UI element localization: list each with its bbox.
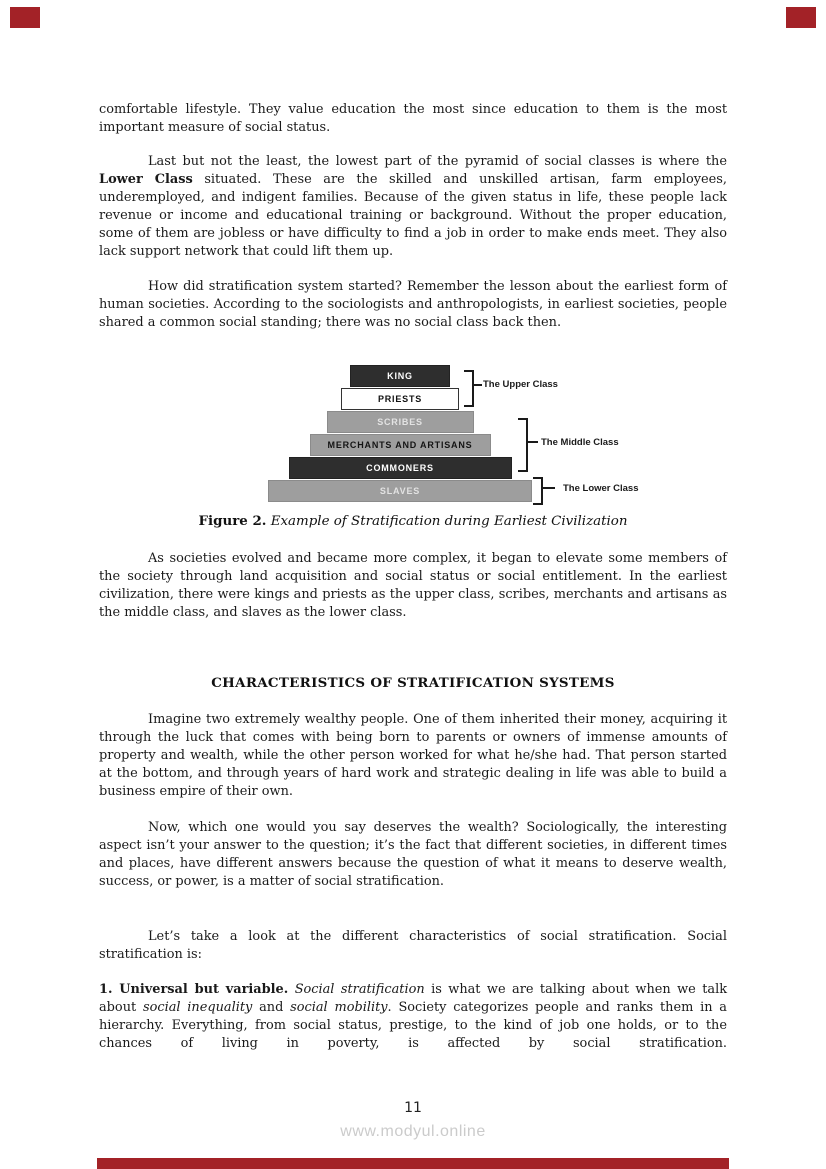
figure-caption-number: Figure 2.	[198, 513, 267, 529]
red-bottom-bar	[97, 1158, 729, 1169]
paragraph-education-status: comfortable lifestyle. They value education the most since education to them is the most important measure of social status.	[99, 102, 727, 135]
watermark-url: www.modyul.online	[340, 1123, 486, 1140]
pyramid-level-king: KING	[350, 365, 450, 387]
paragraph-two-wealthy-people: Imagine two extremely wealthy people. One of them inherited their money, acquiring it through the luck that comes with being born to parents or owners of immense amounts of property and wealth, while the other person worked for what he/she had. That person started at the bottom, and through years of hard work and strategic dealing in life was able to build a business empire of their own.	[99, 712, 727, 799]
figure-caption-title: Example of Stratification during Earliest Civilization	[270, 514, 628, 529]
pyramid-level-slaves: SLAVES	[268, 480, 532, 502]
pyramid-level-priests: PRIESTS	[341, 388, 459, 410]
pyramid-level-merchants-artisans: MERCHANTS AND ARTISANS	[310, 434, 491, 456]
red-corner-mark-top-left	[10, 7, 40, 28]
pyramid-level-scribes: SCRIBES	[327, 411, 474, 433]
paragraph-lets-take-a-look: Let’s take a look at the different characteristics of social stratification. Social stratification is:	[99, 929, 727, 962]
paragraph-deserves-wealth: Now, which one would you say deserves the wealth? Sociologically, the interesting aspect isn’t your answer to the question; it’s the fact that different societies, in different times and places, have different answers because the question of what it means to deserve wealth, success, or power, is a matter of social stratification.	[99, 820, 727, 889]
brace-lower-connector	[541, 487, 555, 489]
section-heading: CHARACTERISTICS OF STRATIFICATION SYSTEMS	[211, 675, 615, 691]
paragraph-societies-evolved: As societies evolved and became more complex, it began to elevate some members of the society through land acquisition and social status or social entitlement. In the earliest civilization, there were kings and priests as the upper class, scribes, merchants and artisans as the middle class, and slaves as the lower class.	[99, 551, 727, 620]
brace-middle-class	[518, 418, 528, 472]
label-lower-class: The Lower Class	[563, 483, 639, 494]
red-corner-mark-top-right	[786, 7, 816, 28]
page-number: 11	[404, 1100, 422, 1116]
brace-upper-class	[464, 370, 474, 407]
brace-middle-connector	[526, 441, 538, 443]
pyramid-level-commoners: COMMONERS	[289, 457, 512, 479]
paragraph-universal-but-variable: 1. Universal but variable. Social stratification is what we are talking about when we talk about social inequality and social mobility. Society categorizes people and ranks them in a hierarchy. Everything, from social status, prestige, to the kind of job one holds, or to the chances of living in poverty, is affected by social stratification.	[99, 982, 728, 1051]
brace-upper-connector	[472, 384, 482, 386]
figure-caption	[99, 513, 727, 529]
label-middle-class: The Middle Class	[541, 437, 619, 448]
brace-lower-class	[533, 477, 543, 505]
label-upper-class: The Upper Class	[483, 379, 558, 390]
paragraph-stratification-origin: How did stratification system started? Remember the lesson about the earliest form of human societies. According to the sociologists and anthropologists, in earliest societies, people shared a common social standing; there was no social class back then.	[99, 279, 727, 330]
paragraph-lower-class: Last but not the least, the lowest part of the pyramid of social classes is where the Lower Class situated. These are the skilled and unskilled artisan, farm employees, underemployed, and indigent families. Because of the given status in life, these people lack revenue or income and educational training or background. Without the proper education, some of them are jobless or have difficulty to find a job in order to make ends meet. They also lack support network that could lift them up.	[99, 154, 728, 259]
